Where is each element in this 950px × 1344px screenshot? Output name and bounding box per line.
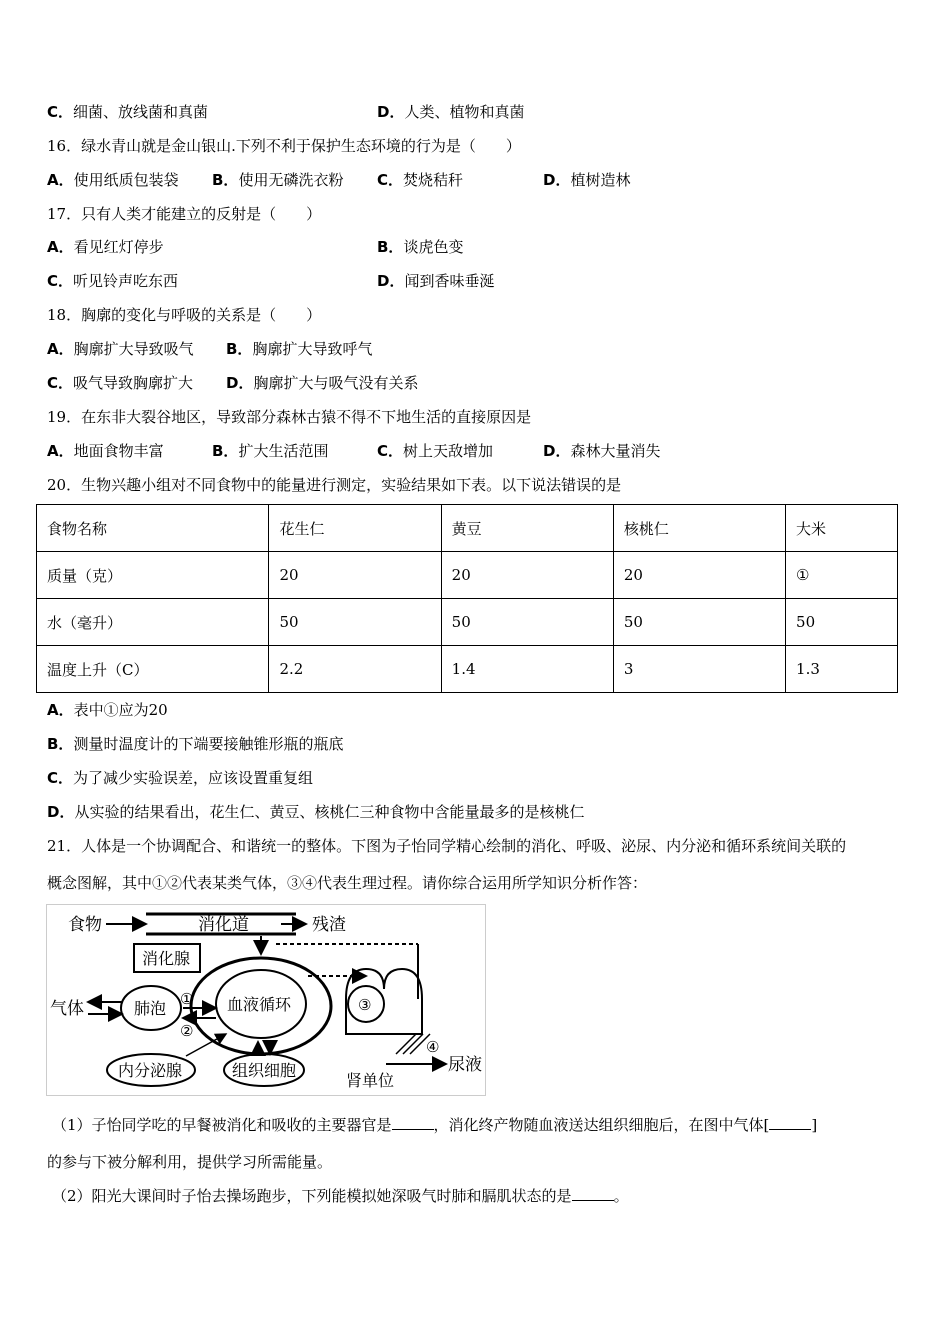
digestive-tract-label: 消化道 <box>198 915 249 935</box>
table-cell: 2.2 <box>269 646 441 693</box>
mark-3: ③ <box>358 996 372 1014</box>
q21-stem-line1: 21．人体是一个协调配合、和谐统一的整体。下图为子怡同学精心绘制的消化、呼吸、泌尿、内分泌和循环系统间关联的 <box>47 837 847 855</box>
q16-option-c: C．焚烧秸秆 <box>377 171 464 189</box>
endocrine-gland-label: 内分泌腺 <box>118 1061 183 1080</box>
mark-2: ② <box>180 1022 194 1040</box>
table-cell: 3 <box>613 646 785 693</box>
q18-stem: 18．胸廓的变化与呼吸的关系是（ ） <box>47 306 322 324</box>
table-header-cell: 黄豆 <box>441 505 613 552</box>
q20-option-b: B．测量时温度计的下端要接触锥形瓶的瓶底 <box>47 735 344 753</box>
table-header-row <box>37 505 898 552</box>
q19-option-d: D．森林大量消失 <box>543 442 661 460</box>
table-cell: 温度上升（C） <box>37 646 269 693</box>
q17-stem: 17．只有人类才能建立的反射是（ ） <box>47 205 322 223</box>
table-row <box>37 599 898 646</box>
table-header-cell: 花生仁 <box>269 505 441 552</box>
q21-stem-line2: 概念图解，其中①②代表某类气体，③④代表生理过程。请你综合运用所学知识分析作答： <box>47 874 648 892</box>
table-row <box>37 552 898 599</box>
table-cell: 50 <box>441 599 613 646</box>
energy-table <box>36 504 898 693</box>
q16-option-d: D．植树造林 <box>543 171 631 189</box>
q20-option-a: A．表中①应为20 <box>47 701 168 719</box>
q16-option-b: B．使用无磷洗衣粉 <box>212 171 344 189</box>
mark-1: ① <box>180 990 194 1008</box>
q19-option-b: B．扩大生活范围 <box>212 442 329 460</box>
q20-option-d: D．从实验的结果看出，花生仁、黄豆、核桃仁三种食物中含能量最多的是核桃仁 <box>47 803 585 821</box>
table-cell: 1.4 <box>441 646 613 693</box>
answer-blank-model[interactable] <box>572 1186 614 1201</box>
table-header-cell: 食物名称 <box>37 505 269 552</box>
alveoli-label: 肺泡 <box>134 999 167 1018</box>
table-cell: ① <box>786 552 898 599</box>
tissue-cells-label: 组织细胞 <box>232 1061 297 1080</box>
table-cell: 20 <box>613 552 785 599</box>
q20-option-c: C．为了减少实验误差，应该设置重复组 <box>47 769 314 787</box>
q21-sub2: （2）阳光大课间时子怡去操场跑步，下列能模拟她深吸气时肺和膈肌状态的是 。 <box>52 1187 629 1205</box>
table-header-cell: 大米 <box>786 505 898 552</box>
table-row <box>37 646 898 693</box>
table-cell: 水（毫升） <box>37 599 269 646</box>
q16-option-a: A．使用纸质包装袋 <box>47 171 179 189</box>
table-cell: 50 <box>269 599 441 646</box>
table-header-cell: 核桃仁 <box>613 505 785 552</box>
q17-option-c: C．听见铃声吃东西 <box>47 272 179 290</box>
q16-stem: 16．绿水青山就是金山银山.下列不利于保护生态环境的行为是（ ） <box>47 137 521 155</box>
urine-label: 尿液 <box>448 1055 482 1075</box>
nephron-label: 肾单位 <box>346 1071 395 1090</box>
q18-option-a: A．胸廓扩大导致吸气 <box>47 340 194 358</box>
q17-option-d: D．闻到香味垂涎 <box>377 272 495 290</box>
table-cell: 1.3 <box>786 646 898 693</box>
table-cell: 50 <box>786 599 898 646</box>
body-systems-diagram <box>46 904 486 1096</box>
table-cell: 20 <box>269 552 441 599</box>
q19-option-a: A．地面食物丰富 <box>47 442 164 460</box>
table-cell: 质量（克） <box>37 552 269 599</box>
mark-4: ④ <box>426 1038 440 1056</box>
digestive-gland-label: 消化腺 <box>142 949 191 968</box>
blood-circulation-label: 血液循环 <box>227 995 292 1014</box>
answer-blank-organ[interactable] <box>392 1115 434 1130</box>
answer-blank-gas[interactable] <box>769 1115 811 1130</box>
q19-stem: 19．在东非大裂谷地区，导致部分森林古猿不得不下地生活的直接原因是 <box>47 408 532 426</box>
q20-stem: 20．生物兴趣小组对不同食物中的能量进行测定，实验结果如下表。以下说法错误的是 <box>47 476 622 494</box>
q17-option-a: A．看见红灯停步 <box>47 238 164 256</box>
residue-label: 残渣 <box>312 915 346 935</box>
q18-option-d: D．胸廓扩大与吸气没有关系 <box>226 374 419 392</box>
table-cell: 20 <box>441 552 613 599</box>
q17-option-b: B．谈虎色变 <box>377 238 464 256</box>
q18-option-c: C．吸气导致胸廓扩大 <box>47 374 194 392</box>
q21-sub1-line1: （1）子怡同学吃的早餐被消化和吸收的主要器官是 ，消化终产物随血液送达组织细胞后，在图中气体[ ] <box>52 1116 818 1134</box>
table-cell: 50 <box>613 599 785 646</box>
q21-sub1-line2: 的参与下被分解利用，提供学习所需能量。 <box>47 1153 333 1171</box>
q19-option-c: C．树上天敌增加 <box>377 442 494 460</box>
q15-option-c: C．细菌、放线菌和真菌 <box>47 103 209 121</box>
q18-option-b: B．胸廓扩大导致呼气 <box>226 340 373 358</box>
food-label: 食物 <box>68 915 102 935</box>
q15-option-d: D．人类、植物和真菌 <box>377 103 525 121</box>
gas-label: 气体 <box>50 999 84 1019</box>
